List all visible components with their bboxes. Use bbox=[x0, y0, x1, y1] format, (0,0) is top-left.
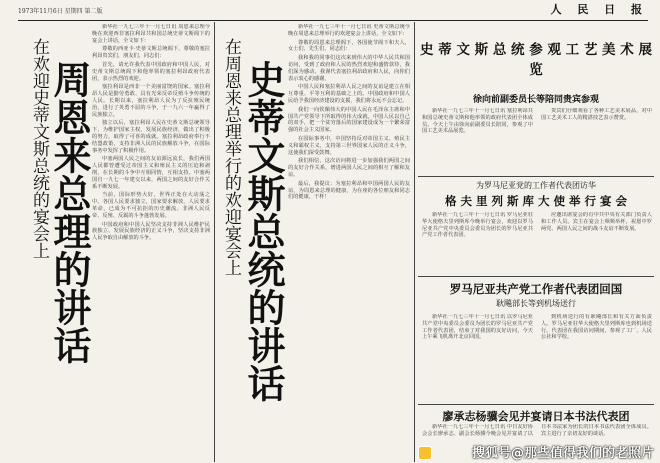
left-para: 塞拉利昂是西非一个美丽富饶的国家。塞拉利昂人民是勤劳勇敢、具有光荣反帝反殖斗争传统的人民。长期以来，塞拉利昂人民为了反抗殖民统治，进行了英勇不屈的斗争，于一九六一年赢得了民族独立。 bbox=[92, 84, 210, 118]
middle-body bbox=[288, 24, 410, 460]
left-para: 中塞两国人民之间的友谊源远流长，我们两国人民都曾遭受过帝国主义和殖民主义的压迫和剥削，在长期的斗争中互相同情，互相支持。中塞两国自一九七一年建交以来，两国之间的友好合作关系不断发展。 bbox=[92, 156, 210, 190]
middle-para: 最后，我提议：为塞拉利昂和中国两国人民的友谊，为周恩来总理的健康，为在座的各位朋友和同志们的健康，干杯！ bbox=[288, 180, 410, 201]
middle-para: 我和我的同事们这次来到伟大的中华人民共和国访问，受到了政府和人民的热烈欢迎和盛情款待，我们深为感动。我谨代表塞拉利昂政府和人民，向你们表示衷心的感谢。 bbox=[288, 55, 410, 82]
right-mid-para: 应邀出席宴会的有中共中央有关部门负责人和工作人员。宾主在宴会上频频举杯，祝愿中罗两党、两国人民之间的战斗友谊不断发展。 bbox=[541, 212, 652, 232]
section-divider bbox=[418, 404, 654, 405]
right-lower-para: 新华社一九七三年十一月七日讯 以罗马尼亚共产党中央委员会委员为团长的罗马尼亚共产党工作者代表团，结束了对我国的友好访问，今天上午乘飞机离开北京回国。 bbox=[422, 314, 533, 341]
middle-para: 尊敬的周恩来总理阁下，各国使节阁下和夫人，女士们、先生们、同志们： bbox=[288, 39, 410, 53]
column-divider bbox=[414, 22, 415, 462]
left-para: 独立以后，塞拉利昂人民在史蒂文斯总统领导下，为维护国家主权，发展民族经济，做出了积极的努力，取得了可喜的成就。塞拉利昂政府奉行不结盟政策，支持非洲人民的民族解放斗争，在国际事务中发挥了积极作用。 bbox=[92, 120, 210, 154]
header-bar bbox=[18, 4, 648, 21]
right-lower-headline: 罗马尼亚共产党工作者代表团回国 bbox=[449, 282, 623, 296]
right-bottom-para: 新华社一九七三年十一月七日讯 中日友好协会会长廖承志、副会长杨骥今晚会见并宴请了以日本书法家为团长的日本书法代表团全体成员。宾主进行了亲切友好的谈话。 bbox=[422, 424, 652, 437]
middle-para: 中国人民和塞拉利昂人民之间的友谊是建立在相互尊重、平等互利的基础之上的。中国政府和中国人民给予我国经济建设的支援，我们将永远不会忘记。 bbox=[288, 84, 410, 104]
dateline: 1973年11月6日 星期四 第二版 bbox=[18, 8, 103, 15]
column-divider bbox=[214, 22, 215, 462]
right-top-para: 新华社一九七三年十一月七日讯 塞拉利昂共和国总统史蒂文斯和他率领的政府代表团全体成员，今天上午由徐向前副委员长陪同，参观了中国工艺美术品展览。 bbox=[422, 108, 533, 135]
watermark: 搜狐号@那些值得我们的老照片 bbox=[471, 446, 654, 461]
middle-para: 我们相信，这次访问将进一步加强我们两国之间的友好合作关系，增进两国人民之间的相互了解和友谊。 bbox=[288, 158, 410, 178]
left-body bbox=[92, 24, 210, 460]
right-top-headline: 史 蒂 文 斯 总 统 参 观 工 艺 美 术 展 览 bbox=[420, 42, 652, 78]
right-lower-body bbox=[422, 314, 652, 400]
middle-para: 在国际事务中，中国坚持反对帝国主义、殖民主义和霸权主义，支持第三世界国家人民的正义斗争，这使我们深受鼓舞。 bbox=[288, 135, 410, 156]
left-para: 首先，请允许我代表中国政府和中国人民，对史蒂文斯总统阁下和他率领的塞拉利昂政府代表团，表示热烈的欢迎。 bbox=[92, 61, 210, 82]
right-mid-body bbox=[422, 212, 652, 272]
right-mid-kicker: 为罗马尼亚党的工作者代表团访华 bbox=[476, 181, 596, 190]
right-bottom-headline: 廖承志杨骥会见并宴请日本书法代表团 bbox=[442, 410, 630, 423]
right-top-body bbox=[422, 108, 652, 172]
middle-headline: 史蒂文斯总统的讲话 bbox=[241, 60, 286, 402]
left-para: 中国政府和中国人民坚决支持非洲人民维护民族独立、发展民族经济的正义斗争，坚决支持非洲人民争取自由解放的斗争。 bbox=[92, 221, 210, 242]
sohu-logo-icon bbox=[418, 446, 432, 460]
section-divider bbox=[418, 176, 654, 177]
middle-para: 新华社一九七三年十一月七日讯 史蒂文斯总统今晚在周恩来总理举行的欢迎宴会上讲话，全文如下： bbox=[288, 24, 410, 37]
masthead: 人 民 日 报 bbox=[550, 3, 648, 16]
left-para: 尊敬的西亚卡·史蒂文斯总统阁下，尊敬的塞拉利昂贵宾们，朋友们，同志们： bbox=[92, 46, 210, 60]
middle-kicker: 在周恩来总理举行的欢迎宴会上 bbox=[221, 38, 241, 276]
right-mid-para: 新华社一九七三年十一月七日讯 罗马尼亚驻华大使格夫里列斯库今晚举行宴会，欢迎以罗马尼亚共产党中央委员会委员为团长的罗马尼亚共产党工作者代表团。 bbox=[422, 212, 533, 239]
section-divider bbox=[418, 276, 654, 277]
left-para: 新华社一九七三年十一月七日讯 周恩来总理今晚在欢迎西非塞拉利昂共和国总统史蒂文斯阁下的宴会上讲话，全文如下： bbox=[92, 24, 210, 44]
left-headline: 周恩来总理的讲话 bbox=[47, 60, 92, 364]
right-mid-headline: 格 夫 里 列 斯 库 大 使 举 行 宴 会 bbox=[444, 194, 628, 208]
left-kicker: 在欢迎史蒂文斯总统的宴会上 bbox=[29, 38, 49, 259]
right-top-subhead: 徐向前副委员长等陪同贵宾参观 bbox=[472, 95, 599, 105]
right-lower-subhead: 耿飚部长等到机场送行 bbox=[496, 299, 576, 308]
right-top-para: 贵宾们仔细观看了各种工艺美术展品，对中国工艺美术工人的精湛技艺表示赞赏。 bbox=[541, 108, 652, 121]
middle-para: 我们一向钦佩伟大的中国人民在毛泽东主席和中国共产党领导下所取得的伟大成就。中国人民以自己的双手，把一个贫穷落后的国家建设成为一个繁荣富强的社会主义国家。 bbox=[288, 106, 410, 134]
left-para: 当前，国际形势大好，世界正处在大动荡之中。各国人民要求独立，国家要求解放，人民要求革命，已成为不可抗拒的历史潮流。非洲人民反帝、反殖、反霸的斗争蓬勃发展。 bbox=[92, 192, 210, 219]
right-lower-para: 到机场送行的有耿飚部长和有关方面负责人。罗马尼亚驻华大使格夫里列斯库也到机场送行。代表团在我国访问期间，参观了工厂、人民公社和学校。 bbox=[541, 314, 652, 341]
